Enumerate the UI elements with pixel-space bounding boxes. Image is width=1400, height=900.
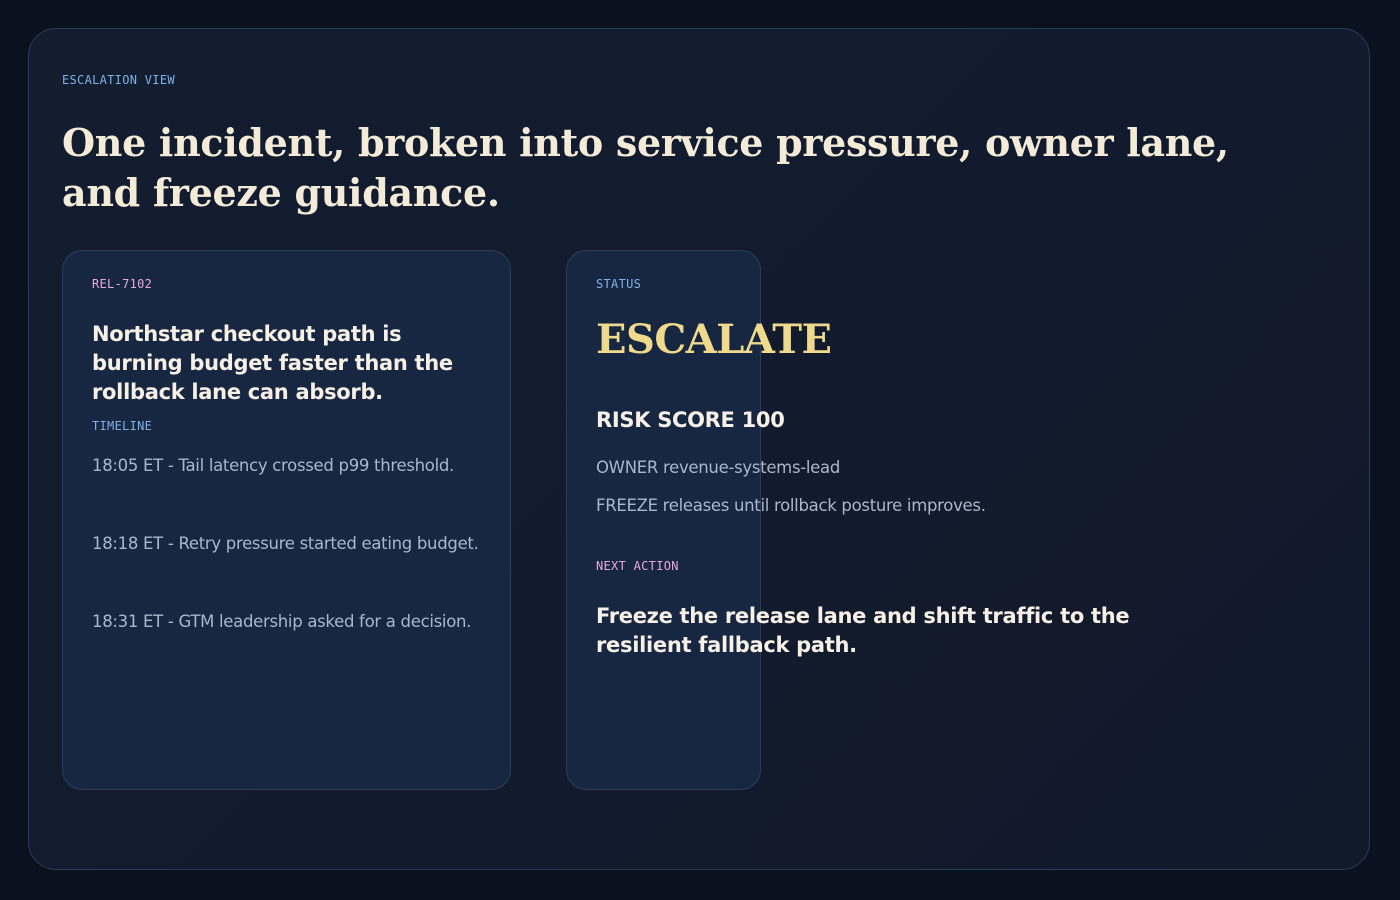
status-label: STATUS <box>596 277 642 291</box>
owner-line: OWNER revenue-systems-lead <box>596 458 841 477</box>
risk-score: RISK SCORE 100 <box>596 408 785 432</box>
next-action-label: NEXT ACTION <box>596 559 679 573</box>
status-badge: ESCALATE <box>596 316 832 363</box>
timeline-entry: 18:18 ET - Retry pressure started eating budget. <box>92 534 479 553</box>
timeline-entry: 18:31 ET - GTM leadership asked for a decision. <box>92 612 472 631</box>
timeline-label: TIMELINE <box>92 419 153 433</box>
eyebrow-label: ESCALATION VIEW <box>62 73 175 87</box>
freeze-line: FREEZE releases until rollback posture improves. <box>596 496 986 515</box>
incident-id: REL-7102 <box>92 277 153 291</box>
next-action-text: Freeze the release lane and shift traffic to the resilient fallback path. <box>596 604 1130 657</box>
timeline-entry: 18:05 ET - Tail latency crossed p99 threshold. <box>92 456 454 475</box>
incident-summary: Northstar checkout path is burning budget faster than the rollback lane can absorb. <box>92 322 453 404</box>
page-title: One incident, broken into service pressure, owner lane, and freeze guidance. <box>62 120 1229 215</box>
